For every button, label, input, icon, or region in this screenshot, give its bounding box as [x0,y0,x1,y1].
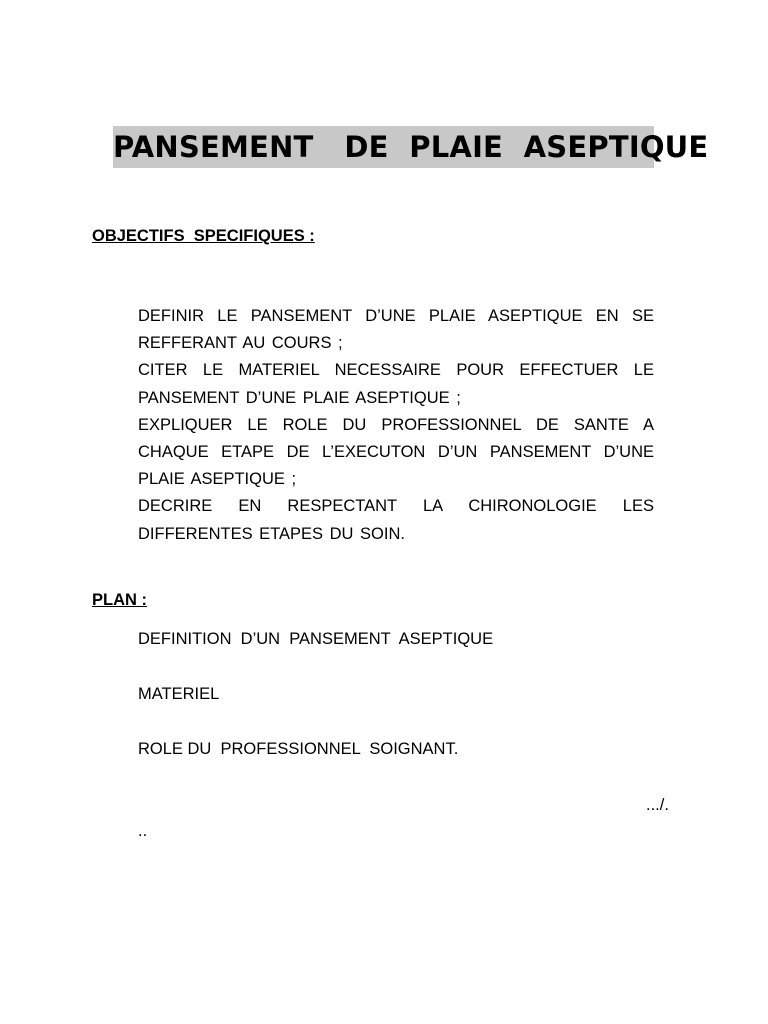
plan-heading: PLAN : [92,591,147,609]
plan-item: ROLE DU PROFESSIONNEL SOIGNANT. [138,740,459,758]
continuation-marker: .../. [646,796,669,814]
objective-item: DECRIRE EN RESPECTANT LA CHIRONOLOGIE LES DIFFERENTES ETAPES DU SOIN. [138,497,654,543]
plan-item: MATERIEL [138,685,220,703]
objective-item: DEFINIR LE PANSEMENT D’UNE PLAIE ASEPTIQUE EN SE REFFERANT AU COURS ; [138,307,654,353]
plan-item: DEFINITION D’UN PANSEMENT ASEPTIQUE [138,630,494,648]
objectives-list [138,303,654,548]
objective-item: EXPLIQUER LE ROLE DU PROFESSIONNEL DE SANTE A CHAQUE ETAPE DE L’EXECUTON D’UN PANSEMENT D’UNE PLAIE ASEPTIQUE ; [138,415,654,489]
objective-item: CITER LE MATERIEL NECESSAIRE POUR EFFECTUER LE PANSEMENT D’UNE PLAIE ASEPTIQUE ; [138,361,654,407]
document-title: PANSEMENT DE PLAIE ASEPTIQUE [113,126,654,168]
objectifs-heading: OBJECTIFS SPECIFIQUES : [92,227,315,245]
continuation-marker-tail: .. [138,822,148,840]
